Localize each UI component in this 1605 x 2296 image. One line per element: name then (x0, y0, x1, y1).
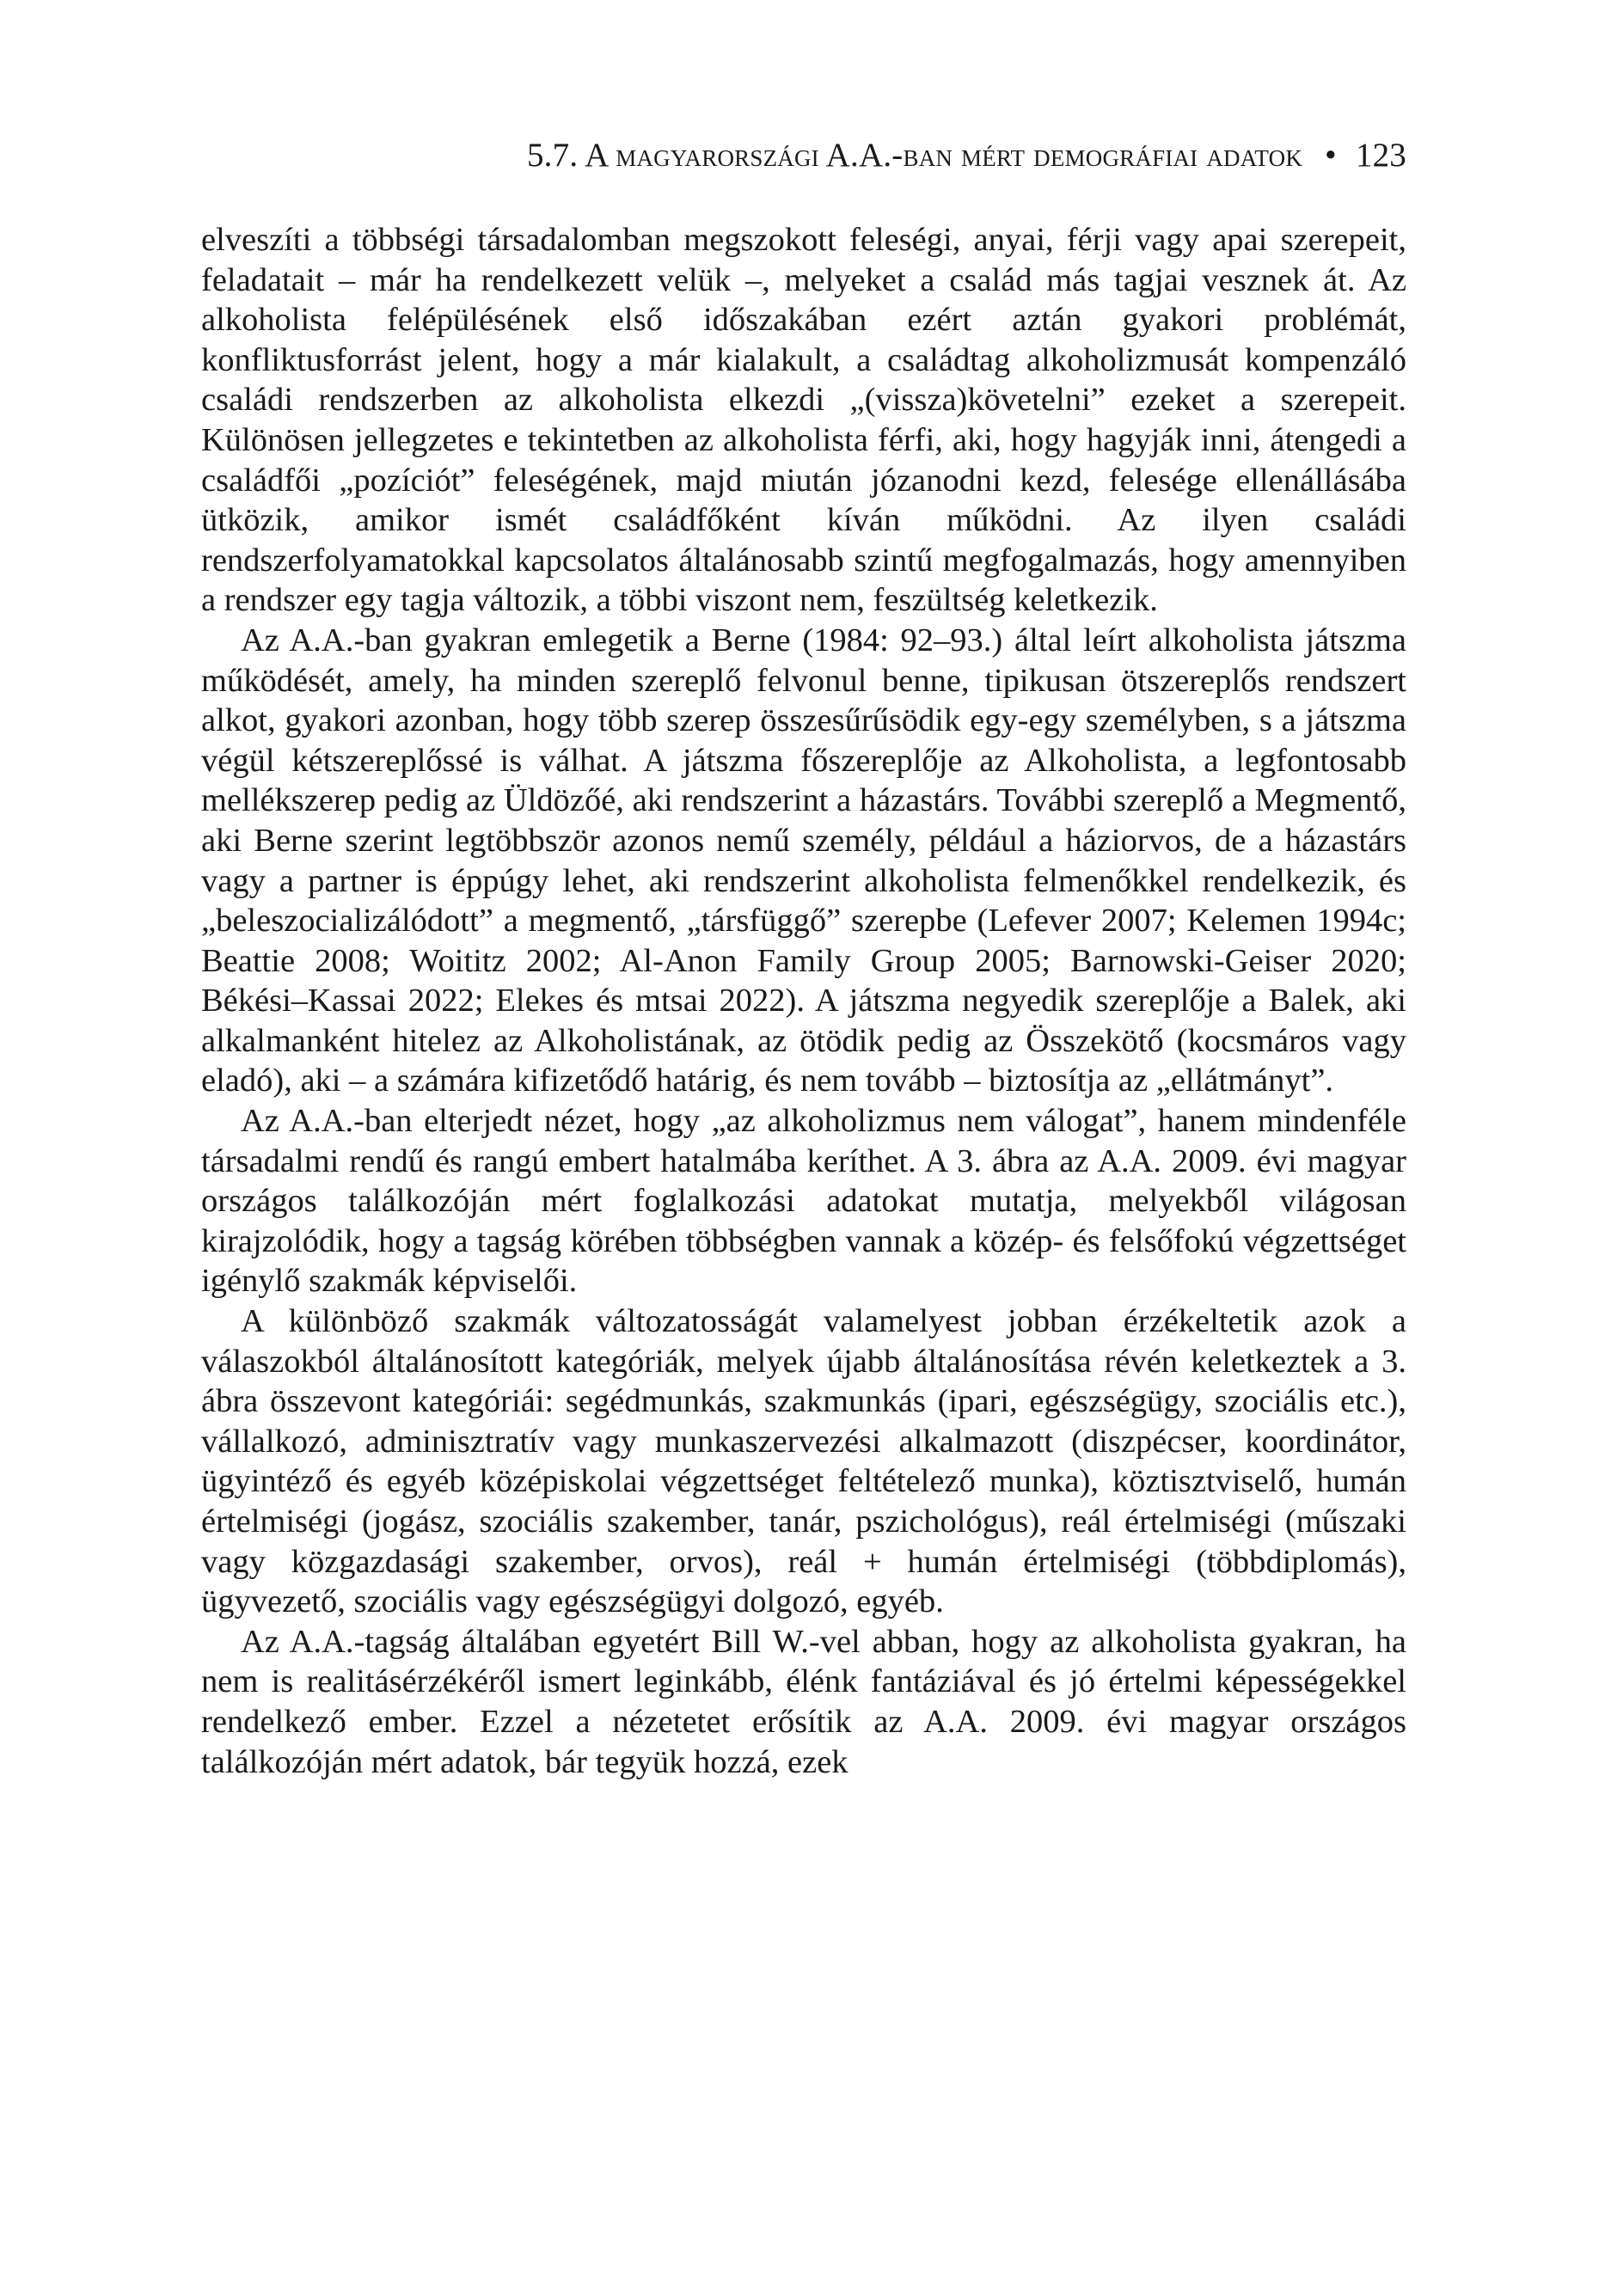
running-head (201, 134, 1406, 177)
paragraph: A különböző szakmák változatosságát valamelyest jobban érzékeltetik azok a válaszokból általánosított kategóriák, melyek újabb általánosítása révén keletkeztek a 3. ábra összevont kategóriái: segédmunkás, szakmunkás (ipari, egészségügy, szociális etc.), vállalkozó, adminisztratív vagy munkaszervezési alkalmazott (diszpécser, koordinátor, ügyintéző és egyéb középiskolai végzettséget feltételező munka), köztisztviselő, humán értelmiségi (jogász, szociális szakember, tanár, pszichológus), reál értelmiségi (műszaki vagy közgazdasági szakember, orvos), reál + humán értelmiségi (többdiplomás), ügyvezető, szociális vagy egészségügyi dolgozó, egyéb. (201, 1303, 1406, 1620)
paragraph: Az A.A.-tagság általában egyetért Bill W.-vel abban, hogy az alkoholista gyakran, ha nem is realitásérzékéről ismert leginkább, élénk fantáziával és jó értelmi képességekkel rendelkező ember. Ezzel a nézetetet erősítik az A.A. 2009. évi magyar országos találkozóján mért adatok, bár tegyük hozzá, ezek (201, 1623, 1406, 1780)
separator-bullet: • (1325, 137, 1337, 174)
chapter-title: 5.7. A magyarországi A.A.-ban mért demográfiai adatok (526, 137, 1303, 174)
paragraph: Az A.A.-ban gyakran emlegetik a Berne (1984: 92–93.) által leírt alkoholista játszma működését, amely, ha minden szereplő felvonul benne, tipikusan ötszereplős rendszert alkot, gyakori azonban, hogy több szerep összesűrűsödik egy-egy személyben, s a játszma végül kétszereplőssé is válhat. A játszma főszereplője az Alkoholista, a legfontosabb mellékszerep pedig az Üldözőé, aki rendszerint a házastárs. További szereplő a Megmentő, aki Berne szerint legtöbbször azonos nemű személy, például a háziorvos, de a házastárs vagy a partner is éppúgy lehet, aki rendszerint alkoholista felmenőkkel rendelkezik, és „beleszocializálódott” a megmentő, „társfüggő” szerepbe (Lefever 2007; Kelemen 1994c; Beattie 2008; Woititz 2002; Al-Anon Family Group 2005; Barnowski-Geiser 2020; Békési–Kassai 2022; Elekes és mtsai 2022). A játszma negyedik szereplője a Balek, aki alkalmanként hitelez az Alkoholistának, az ötödik pedig az Összekötő (kocsmáros vagy eladó), aki – a számára kifizetődő határig, és nem tovább – biztosítja az „ellátmányt”. (201, 621, 1406, 1099)
body-text (201, 220, 1406, 1782)
paragraph: Az A.A.-ban elterjedt nézet, hogy „az alkoholizmus nem válogat”, hanem mindenféle társadalmi rendű és rangú embert hatalmába keríthet. A 3. ábra az A.A. 2009. évi magyar országos találkozóján mért foglalkozási adatokat mutatja, melyekből világosan kirajzolódik, hogy a tagság körében többségben vannak a közép- és felsőfokú végzettséget igénylő szakmák képviselői. (201, 1103, 1406, 1300)
page-number: 123 (1355, 137, 1406, 174)
paragraph: elveszíti a többségi társadalomban megszokott feleségi, anyai, férji vagy apai szerepeit, feladatait – már ha rendelkezett velük –, melyeket a család más tagjai vesznek át. Az alkoholista felépülésének első időszakában ezért aztán gyakori problémát, konfliktusforrást jelent, hogy a már kialakult, a családtag alkoholizmusát kompenzáló családi rendszerben az alkoholista elkezdi „(vissza)követelni” ezeket a szerepeit. Különösen jellegzetes e tekintetben az alkoholista férfi, aki, hogy hagyják inni, átengedi a családfői „pozíciót” feleségének, majd miután józanodni kezd, felesége ellenállásába ütközik, amikor ismét családfőként kíván működni. Az ilyen családi rendszerfolyamatokkal kapcsolatos általánosabb szintű megfogalmazás, hogy amennyiben a rendszer egy tagja változik, a többi viszont nem, feszültség keletkezik. (201, 222, 1406, 619)
